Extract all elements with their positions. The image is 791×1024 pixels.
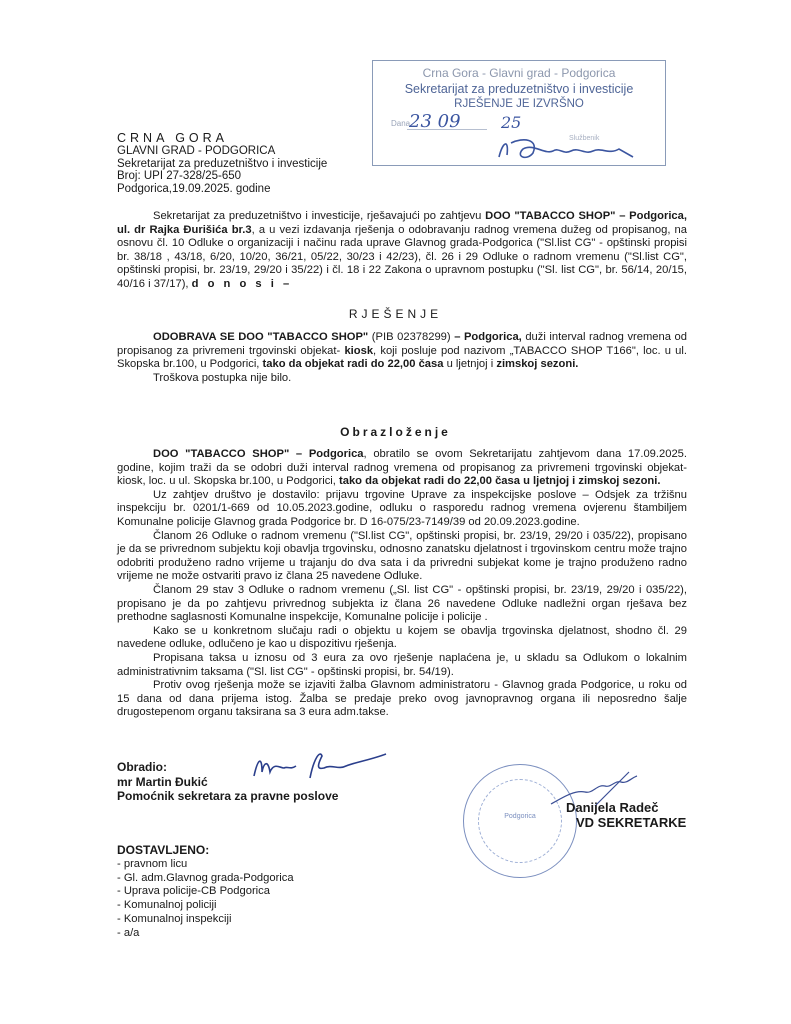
stamp-line-3: RJEŠENJE JE IZVRŠNO [454, 98, 584, 110]
decision-text-d: duži interval radnog vremena od propisanog za privremeni trgovinski objekat- [117, 331, 687, 357]
decision-pib: (PIB 02378299) [368, 331, 455, 343]
signer-right [566, 800, 686, 830]
decision-title: RJEŠENJE [348, 307, 443, 321]
reasoning-p3: Članom 26 Odluke o radnom vremenu ("Sl.list CG", opštinski propisi, br. 23/19, 29/20 i 035/22), propisano je da se privrednom subjektu koji obavlja trgovinsku, odnosno zanatsku djelatnost i trgovinskom centru može trajno odobriti produženo radno vrijeme u trajanju do dva sata i da privredni subjekat kome je trajno produženo radno vrijeme ne može ostvariti pravo iz člana 25 navedene Odluke. [117, 529, 687, 583]
intro-text-a: Sekretarijat za preduzetništvo i investicije, rješavajući po zahtjevu [153, 210, 486, 222]
delivered-item: - Komunalnoj inspekciji [117, 913, 294, 927]
reasoning-hours: tako da objekat radi do 22,00 časa u ljetnjoj i zimskoj sezoni. [339, 475, 661, 488]
stamp-line-1: Crna Gora - Glavni grad - Podgorica [422, 66, 616, 80]
reasoning-p6: Propisana taksa u iznosu od 3 eura za ovo rješenje naplaćena je, u skladu sa Odlukom o lokalnim administrativnim taksama ("Sl. list CG" - opštinski propisi, br. 54/19). [117, 651, 687, 678]
signer-right-name: Danijela Radeč [566, 800, 659, 815]
reasoning-body [117, 448, 687, 720]
stamp-signature-label: Službenik [569, 135, 600, 142]
delivered-item: - pravnom licu [117, 858, 294, 872]
decision-city: – Podgorica, [454, 331, 522, 343]
signer-left-name: mr Martin Đukić [117, 774, 208, 789]
reasoning-title: Obrazloženje [340, 425, 451, 439]
delivered-item: - Komunalnoj policiji [117, 899, 294, 913]
delivered-title: DOSTAVLJENO: [117, 843, 210, 857]
stamp-handwritten-year: 25 [501, 113, 522, 132]
execution-stamp [372, 60, 666, 166]
signer-left-label: Obradio: [117, 760, 167, 774]
reasoning-text-b: , obratilo se ovom Sekretarijatu zahtjevom dana 17.09.2025. godine, kojim traži da se odobri duži interval radnog vremena od propisanog za privremeni trgovinski objekat- kiosk, loc. u ul. Skopska br.100, u Podgorici, [117, 448, 688, 488]
decision-text-f: , koji posluje pod nazivom „TABACCO SHOP T166", loc. u ul. Skopska br.100, u Podgorici, [117, 344, 687, 371]
decision-season: zimskoj sezoni. [496, 358, 579, 371]
intro-donosi: d o n o s i – [191, 277, 293, 290]
decision-costs: Troškova postupka nije bilo. [153, 371, 292, 384]
signer-right-role: VD SEKRETARKE [576, 815, 687, 830]
intro-text-c: , a u vezi izdavanja rješenja o odobravanju radnog vremena dužeg od propisanog, na osnovu čl. 10 Odluke o organizaciji i načinu rada uprave Glavnog grada-Podgorica ("Sl.list CG" - opštinski propisi br. 38/18 , 43/18, 6/20, 10/20, 36/21, 05/22, 30/23 i 42/23), čl. 26 i 29 Odluke o radnom vremenu ("Sl.list CG", opštinski propisi, br. 23/19, 29/20 i 35/22) i čl. 18 i 22 Zakona o upravnom postupku ("Sl. list CG", br. 56/14, 20/15, 40/16 i 37/17), [117, 223, 687, 290]
decision-kiosk: kiosk [344, 344, 374, 357]
document-header [117, 132, 327, 196]
decision-paragraph [117, 331, 687, 385]
decision-approve: ODOBRAVA SE DOO "TABACCO SHOP" [153, 331, 369, 343]
decision-text-h: u ljetnjoj i [443, 358, 497, 371]
header-department: Sekretarijat za preduzetništvo i investicije [117, 157, 328, 170]
header-country: CRNA GORA [117, 131, 229, 145]
signer-left-role: Pomoćnik sekretara za pravne poslove [117, 789, 339, 803]
delivered-section [117, 844, 294, 941]
reasoning-p5: Kako se u konkretnom slučaju radi o objektu u kojem se obavlja trgovinska djelatnost, shodno čl. 29 navedene odluke, odlučeno je kao u dispozitivu rješenja. [117, 624, 687, 651]
stamp-line-2: Sekretarijat za preduzetništvo i investicije [404, 82, 634, 96]
intro-paragraph [117, 210, 687, 292]
seal-text: Podgorica [504, 813, 536, 820]
signature-left-icon [250, 748, 390, 782]
reasoning-p4: Članom 29 stav 3 Odluke o radnom vremenu („Sl. list CG" - opštinski propisi, br. 23/19, 29/20 i 035/22), propisano je da po zahtjevu privrednog subjekta iz člana 26 navedene Odluke nadležni organ rješava bez prethodne saglasnosti Komunalne inspekcije, Komunalne policije i policije . [117, 583, 687, 624]
stamp-signature-icon [493, 135, 643, 163]
reasoning-applicant: DOO "TABACCO SHOP" – Podgorica [153, 448, 364, 460]
stamp-dan-label: Dana [391, 119, 411, 128]
header-number: Broj: UPI 27-328/25-650 [117, 170, 242, 183]
reasoning-p2: Uz zahtjev društvo je dostavilo: prijavu trgovine Uprave za inspekcijske poslove – Odsjek za tržišnu inspekciju br. 0201/1-669 od 10.05.2023.godine, odluku o rasporedu radnog vremena ovjerenu štambiljem Komunalne policije Glavnog grada Podgorice br. D 16-075/23-7149/39 od 20.09.2023.godine. [117, 488, 687, 528]
intro-applicant: DOO "TABACCO SHOP" – Podgorica, ul. dr Rajka Đurišića br.3 [117, 210, 687, 236]
delivered-item: - a/a [117, 927, 294, 941]
decision-hours: tako da objekat radi do 22,00 časa [262, 358, 444, 371]
delivered-list [117, 858, 294, 941]
delivered-item: - Gl. adm.Glavnog grada-Podgorica [117, 872, 294, 886]
header-city: GLAVNI GRAD - PODGORICA [117, 144, 276, 157]
delivered-item: - Uprava policije-CB Podgorica [117, 885, 294, 899]
header-place-date: Podgorica,19.09.2025. godine [117, 183, 271, 196]
reasoning-p7: Protiv ovog rješenja može se izjaviti žalba Glavnom administratoru - Glavnog grada Podgorice, u roku od 15 dana od dana prijema istog. Žalba se predaje preko ovog javnopravnog organa ili neposredno šalje drugostepenom organu taksirana sa 3 eura adm.takse. [117, 679, 687, 719]
stamp-handwritten-date: 23 09 [409, 111, 461, 132]
